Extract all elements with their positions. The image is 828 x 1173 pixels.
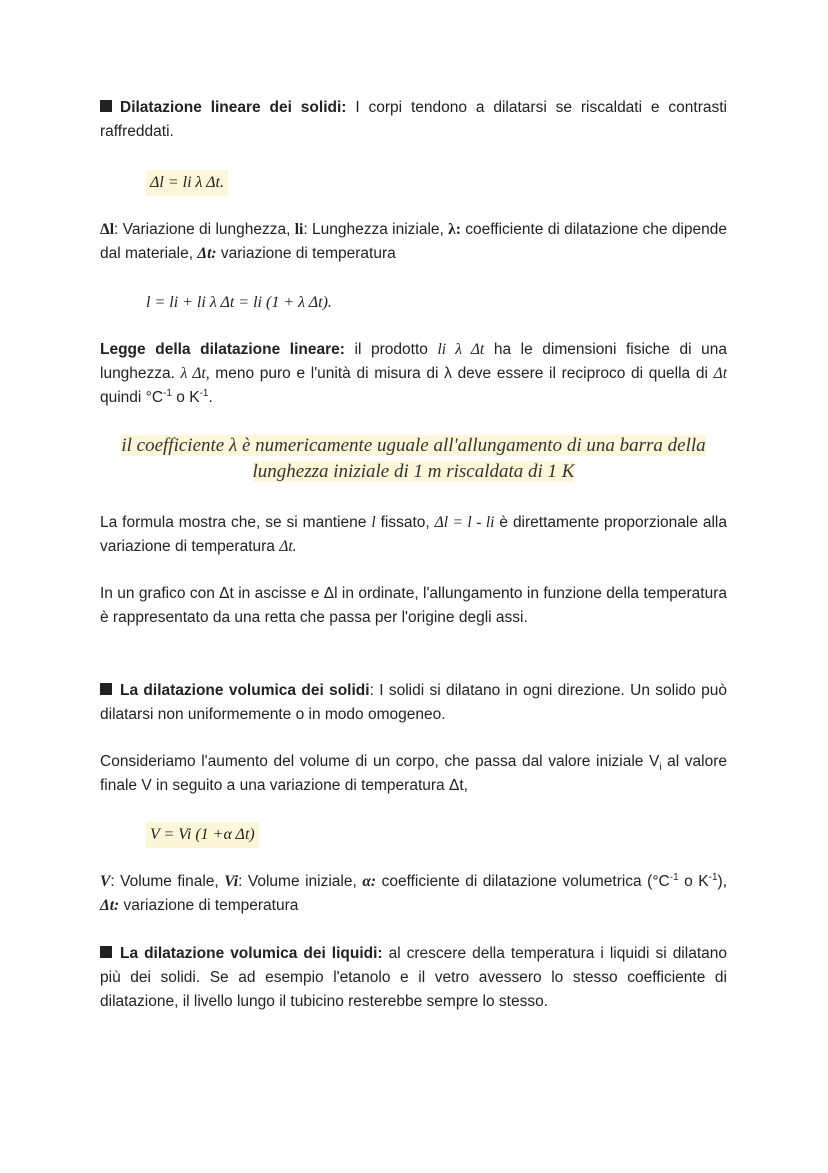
inline-formula: li λ Δt xyxy=(437,341,485,358)
legend-desc: variazione di temperatura xyxy=(216,245,396,262)
section-title: Dilatazione lineare dei solidi: xyxy=(120,99,347,116)
paragraph-text: il prodotto xyxy=(344,341,438,358)
inline-formula: Δt xyxy=(713,365,728,382)
paragraph-text: fissato, xyxy=(375,514,435,531)
formula-linear-expansion: Δl = li λ Δt. xyxy=(146,170,228,196)
legend-desc: coefficiente di dilatazione che dipende dal materiale, xyxy=(100,221,727,262)
bullet-square-icon xyxy=(100,100,112,112)
paragraph-linear-expansion xyxy=(100,96,727,144)
legend-desc: ), xyxy=(717,873,728,890)
legend-term: Δt: xyxy=(100,897,120,914)
quote-line-1: il coefficiente λ è numericamente uguale all'allungamento di una barra della xyxy=(121,435,706,456)
paragraph-text: ha le dimensioni fisiche di una lunghezza. xyxy=(100,341,727,382)
legend-desc: : Volume finale, xyxy=(110,873,225,890)
legend-desc: variazione di temperatura xyxy=(119,897,299,914)
legend-term: li xyxy=(294,221,304,238)
inline-variable: l xyxy=(371,514,376,531)
section-title: La dilatazione volumica dei liquidi: xyxy=(120,945,383,962)
paragraph-text: : I solidi si dilatano in ogni direzione. Un solido può dilatarsi non uniformemente o in modo omogeneo. xyxy=(100,682,727,723)
superscript: -1 xyxy=(199,387,209,399)
paragraph-text: al valore finale V in seguito a una variazione di temperatura Δt, xyxy=(100,753,727,794)
paragraph-volumetric-solids xyxy=(100,679,727,727)
paragraph-text: I corpi tendono a dilatarsi se riscaldati e contrasti raffreddati. xyxy=(100,99,727,140)
paragraph-linear-law xyxy=(100,338,727,410)
formula-final-length: l = li + li λ Δt = li (1 + λ Δt). xyxy=(146,294,332,311)
legend-desc: : Volume iniziale, xyxy=(238,873,363,890)
superscript: -1 xyxy=(163,387,172,399)
legend-term: Δl xyxy=(100,221,115,238)
paragraph-volume-increase xyxy=(100,750,727,798)
paragraph-text: quindi °C xyxy=(100,389,164,406)
paragraph-text: meno puro e l'unità di misura di λ deve essere il reciproco di quella di xyxy=(209,365,714,382)
bullet-square-icon xyxy=(100,946,112,958)
formula-volume: V = Vi (1 +α Δt) xyxy=(146,822,259,848)
superscript: -1 xyxy=(708,871,718,883)
legend-linear xyxy=(100,218,727,266)
paragraph-text: Consideriamo l'aumento del volume di un corpo, che passa dal valore iniziale V xyxy=(100,753,660,770)
inline-formula: Δt. xyxy=(279,538,297,555)
section-title: La dilatazione volumica dei solidi xyxy=(120,682,370,699)
superscript: -1 xyxy=(669,871,679,883)
subscript: i xyxy=(659,762,662,774)
legend-desc: : Lunghezza iniziale, xyxy=(303,221,449,238)
paragraph-text: è direttamente proporzionale alla variazione di temperatura xyxy=(100,514,727,555)
paragraph-text: o K xyxy=(171,389,200,406)
bullet-square-icon xyxy=(100,683,112,695)
highlighted-quote xyxy=(100,433,727,485)
legend-desc: o K xyxy=(678,873,709,890)
section-title: Legge della dilatazione lineare: xyxy=(100,341,345,358)
legend-desc: : Variazione di lunghezza, xyxy=(114,221,295,238)
legend-volume xyxy=(100,870,727,918)
legend-term: α: xyxy=(362,873,377,890)
paragraph-graph: In un grafico con Δt in ascisse e Δl in ordinate, l'allungamento in funzione della temperatura è rappresentato da una retta che passa per l'origine degli assi. xyxy=(100,585,727,626)
paragraph-text: al crescere della temperatura i liquidi si dilatano più dei solidi. Se ad esempio l'etanolo e il vetro avessero lo stesso coefficiente di dilatazione, il livello lungo il tubicino resterebbe sempre lo stesso. xyxy=(100,945,727,1010)
paragraph-volumetric-liquids xyxy=(100,942,727,1014)
legend-term: V xyxy=(100,873,111,890)
legend-term: Δt: xyxy=(197,245,217,262)
inline-formula: Δl = l - li xyxy=(434,514,495,531)
legend-term: λ: xyxy=(448,221,461,238)
paragraph-text: La formula mostra che, se si mantiene xyxy=(100,514,372,531)
paragraph-text: . xyxy=(208,389,213,406)
paragraph-formula-shows xyxy=(100,511,727,559)
legend-term: Vi xyxy=(224,873,239,890)
quote-line-2: lunghezza iniziale di 1 m riscaldata di 1 K xyxy=(252,461,575,482)
legend-desc: coefficiente di dilatazione volumetrica (°C xyxy=(376,873,670,890)
inline-formula: λ Δt, xyxy=(180,365,210,382)
